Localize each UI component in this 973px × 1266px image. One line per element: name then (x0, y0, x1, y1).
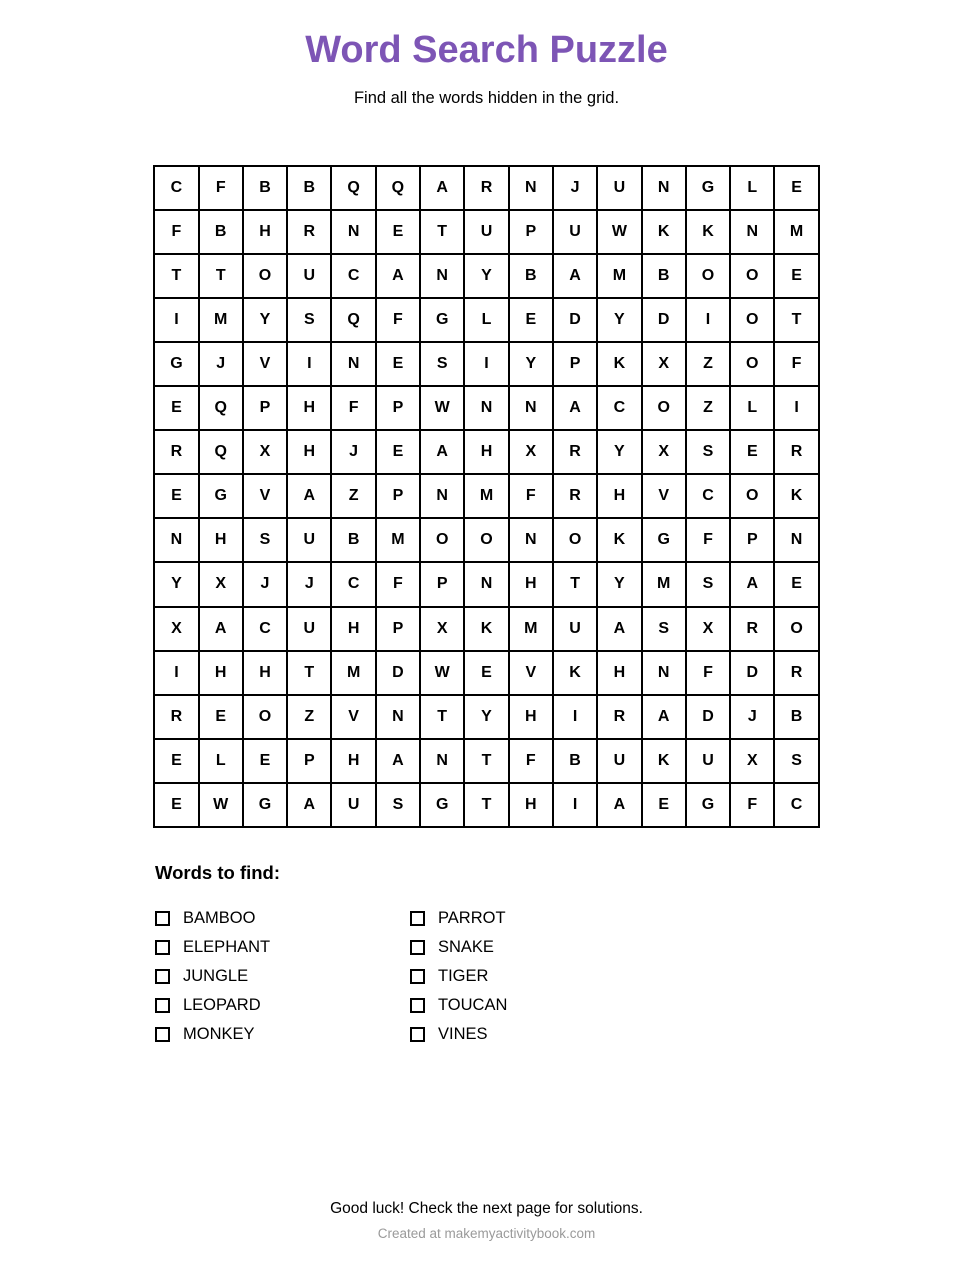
word-checkbox[interactable] (410, 969, 425, 984)
word-list-item (155, 1025, 410, 1044)
grid-cell: R (774, 430, 818, 474)
grid-cell: N (154, 518, 198, 562)
grid-cell: S (686, 562, 730, 606)
grid-cell: H (509, 562, 553, 606)
grid-cell: W (199, 783, 243, 827)
word-checkbox[interactable] (410, 1027, 425, 1042)
grid-cell: O (730, 474, 774, 518)
grid-cell: A (420, 430, 464, 474)
grid-cell: K (597, 518, 641, 562)
grid-cell: O (420, 518, 464, 562)
grid-cell: U (597, 166, 641, 210)
word-checkbox[interactable] (155, 940, 170, 955)
grid-cell: O (686, 254, 730, 298)
grid-cell: I (553, 695, 597, 739)
grid-cell: Q (331, 166, 375, 210)
grid-cell: A (553, 386, 597, 430)
words-list (155, 904, 973, 1049)
grid-cell: S (420, 342, 464, 386)
grid-cell: O (774, 607, 818, 651)
grid-cell: I (553, 783, 597, 827)
grid-cell: N (464, 386, 508, 430)
grid-cell: R (154, 430, 198, 474)
grid-cell: F (509, 474, 553, 518)
grid-cell: N (331, 342, 375, 386)
grid-cell: N (642, 651, 686, 695)
word-list-item (410, 909, 973, 928)
page-subtitle: Find all the words hidden in the grid. (353, 88, 620, 107)
grid-cell: H (331, 607, 375, 651)
grid-cell: N (642, 166, 686, 210)
grid-cell: A (376, 739, 420, 783)
grid-cell: E (154, 386, 198, 430)
grid-cell: X (686, 607, 730, 651)
grid-cell: I (154, 298, 198, 342)
grid-cell: D (553, 298, 597, 342)
grid-cell: E (509, 298, 553, 342)
grid-row (154, 166, 818, 210)
grid-cell: N (420, 739, 464, 783)
word-list-item (155, 967, 410, 986)
grid-cell: U (553, 607, 597, 651)
grid-cell: N (376, 695, 420, 739)
grid-cell: F (730, 783, 774, 827)
grid-cell: E (154, 739, 198, 783)
grid-cell: Y (154, 562, 198, 606)
grid-cell: P (243, 386, 287, 430)
grid-cell: H (597, 651, 641, 695)
footer-good-luck-text: Good luck! Check the next page for solutions. (330, 1200, 643, 1217)
grid-cell: H (199, 651, 243, 695)
word-list-item (410, 967, 973, 986)
grid-cell: A (597, 783, 641, 827)
grid-cell: T (420, 210, 464, 254)
grid-cell: P (730, 518, 774, 562)
grid-cell: C (597, 386, 641, 430)
grid-cell: S (376, 783, 420, 827)
grid-cell: E (376, 210, 420, 254)
grid-cell: J (331, 430, 375, 474)
grid-cell: T (553, 562, 597, 606)
grid-cell: J (287, 562, 331, 606)
word-label: SNAKE (438, 938, 494, 956)
grid-cell: R (774, 651, 818, 695)
grid-cell: U (287, 607, 331, 651)
grid-row (154, 210, 818, 254)
grid-cell: Y (509, 342, 553, 386)
grid-row (154, 695, 818, 739)
grid-cell: A (376, 254, 420, 298)
grid-cell: Y (597, 298, 641, 342)
grid-cell: R (287, 210, 331, 254)
grid-cell: O (642, 386, 686, 430)
grid-cell: V (509, 651, 553, 695)
grid-cell: H (287, 430, 331, 474)
grid-cell: F (686, 518, 730, 562)
grid-cell: H (243, 651, 287, 695)
grid-cell: X (243, 430, 287, 474)
grid-row (154, 518, 818, 562)
grid-cell: J (243, 562, 287, 606)
grid-cell: O (730, 254, 774, 298)
grid-cell: Y (597, 430, 641, 474)
word-list-item (410, 1025, 973, 1044)
grid-cell: I (287, 342, 331, 386)
grid-cell: C (331, 254, 375, 298)
grid-cell: U (597, 739, 641, 783)
grid-cell: P (376, 386, 420, 430)
grid-cell: S (774, 739, 818, 783)
grid-cell: G (686, 166, 730, 210)
grid-cell: K (464, 607, 508, 651)
grid-cell: R (464, 166, 508, 210)
grid-cell: D (642, 298, 686, 342)
grid-cell: B (243, 166, 287, 210)
grid-cell: F (774, 342, 818, 386)
word-label: LEOPARD (183, 996, 261, 1014)
word-list-item (155, 938, 410, 957)
grid-cell: R (553, 430, 597, 474)
grid-cell: B (642, 254, 686, 298)
grid-cell: D (686, 695, 730, 739)
grid-row (154, 298, 818, 342)
grid-cell: W (420, 651, 464, 695)
grid-cell: M (376, 518, 420, 562)
word-list-item (410, 996, 973, 1015)
word-label: TIGER (438, 967, 489, 985)
footer-credit-text: Created at makemyactivitybook.com (377, 1226, 596, 1241)
grid-cell: G (154, 342, 198, 386)
grid-cell: R (154, 695, 198, 739)
grid-cell: Q (331, 298, 375, 342)
grid-row (154, 342, 818, 386)
grid-cell: I (154, 651, 198, 695)
grid-cell: M (199, 298, 243, 342)
grid-cell: K (686, 210, 730, 254)
grid-cell: Q (199, 430, 243, 474)
grid-cell: O (553, 518, 597, 562)
grid-row (154, 739, 818, 783)
word-checkbox[interactable] (410, 998, 425, 1013)
word-search-grid (153, 165, 819, 828)
grid-cell: B (774, 695, 818, 739)
word-label: VINES (438, 1025, 488, 1043)
grid-cell: K (774, 474, 818, 518)
grid-cell: E (154, 783, 198, 827)
grid-cell: L (730, 166, 774, 210)
word-label: JUNGLE (183, 967, 249, 985)
grid-cell: E (642, 783, 686, 827)
grid-cell: U (686, 739, 730, 783)
grid-cell: U (287, 254, 331, 298)
grid-cell: X (199, 562, 243, 606)
grid-row (154, 562, 818, 606)
grid-cell: D (730, 651, 774, 695)
grid-cell: U (287, 518, 331, 562)
grid-row (154, 783, 818, 827)
grid-cell: U (553, 210, 597, 254)
grid-cell: Q (199, 386, 243, 430)
grid-cell: A (730, 562, 774, 606)
grid-row (154, 386, 818, 430)
grid-cell: K (553, 651, 597, 695)
grid-row (154, 651, 818, 695)
grid-cell: J (730, 695, 774, 739)
word-list-item (155, 996, 410, 1015)
grid-cell: P (376, 607, 420, 651)
grid-cell: N (509, 386, 553, 430)
grid-cell: X (154, 607, 198, 651)
grid-cell: C (154, 166, 198, 210)
grid-cell: M (597, 254, 641, 298)
grid-cell: S (287, 298, 331, 342)
grid-cell: J (553, 166, 597, 210)
word-label: TOUCAN (438, 996, 508, 1014)
grid-cell: X (509, 430, 553, 474)
grid-cell: G (420, 783, 464, 827)
grid-cell: D (376, 651, 420, 695)
word-label: MONKEY (183, 1025, 255, 1043)
grid-cell: O (464, 518, 508, 562)
grid-cell: A (553, 254, 597, 298)
words-to-find-heading: Words to find: (155, 862, 281, 883)
grid-cell: N (331, 210, 375, 254)
grid-cell: B (509, 254, 553, 298)
grid-cell: T (420, 695, 464, 739)
grid-cell: E (243, 739, 287, 783)
grid-cell: O (243, 695, 287, 739)
grid-cell: Y (243, 298, 287, 342)
grid-cell: G (686, 783, 730, 827)
grid-cell: B (553, 739, 597, 783)
grid-cell: S (243, 518, 287, 562)
grid-cell: Y (464, 254, 508, 298)
grid-cell: T (774, 298, 818, 342)
grid-cell: C (774, 783, 818, 827)
grid-cell: E (774, 254, 818, 298)
grid-cell: U (464, 210, 508, 254)
grid-cell: O (730, 342, 774, 386)
grid-cell: F (686, 651, 730, 695)
grid-cell: Y (464, 695, 508, 739)
grid-cell: B (287, 166, 331, 210)
grid-cell: K (597, 342, 641, 386)
grid-cell: H (199, 518, 243, 562)
grid-cell: F (331, 386, 375, 430)
grid-cell: A (642, 695, 686, 739)
grid-cell: E (774, 562, 818, 606)
grid-cell: M (509, 607, 553, 651)
grid-cell: N (420, 474, 464, 518)
page-title: Word Search Puzzle (305, 29, 668, 71)
grid-cell: H (509, 783, 553, 827)
grid-cell: P (287, 739, 331, 783)
grid-cell: H (243, 210, 287, 254)
grid-cell: G (243, 783, 287, 827)
grid-cell: M (642, 562, 686, 606)
grid-row (154, 474, 818, 518)
grid-cell: F (509, 739, 553, 783)
grid-cell: N (464, 562, 508, 606)
grid-cell: H (597, 474, 641, 518)
grid-cell: Y (597, 562, 641, 606)
grid-cell: N (730, 210, 774, 254)
grid-cell: V (243, 342, 287, 386)
grid-cell: M (331, 651, 375, 695)
grid-cell: P (553, 342, 597, 386)
grid-cell: A (287, 783, 331, 827)
grid-cell: V (642, 474, 686, 518)
word-checkbox[interactable] (155, 1027, 170, 1042)
grid-cell: I (464, 342, 508, 386)
grid-cell: X (642, 342, 686, 386)
grid-cell: E (464, 651, 508, 695)
grid-cell: U (331, 783, 375, 827)
grid-cell: P (509, 210, 553, 254)
word-list-item (155, 909, 410, 928)
grid-cell: S (686, 430, 730, 474)
grid-cell: E (376, 430, 420, 474)
grid-cell: R (553, 474, 597, 518)
grid-cell: F (199, 166, 243, 210)
grid-cell: H (331, 739, 375, 783)
grid-cell: G (199, 474, 243, 518)
grid-cell: L (464, 298, 508, 342)
grid-cell: V (331, 695, 375, 739)
grid-cell: G (642, 518, 686, 562)
grid-cell: Z (331, 474, 375, 518)
grid-cell: H (287, 386, 331, 430)
grid-cell: F (376, 298, 420, 342)
grid-cell: M (464, 474, 508, 518)
word-label: BAMBOO (183, 909, 256, 927)
grid-cell: Q (376, 166, 420, 210)
grid-cell: O (243, 254, 287, 298)
grid-cell: O (730, 298, 774, 342)
grid-cell: T (464, 783, 508, 827)
grid-cell: C (243, 607, 287, 651)
grid-cell: C (331, 562, 375, 606)
grid-cell: S (642, 607, 686, 651)
grid-cell: Z (686, 386, 730, 430)
grid-cell: H (464, 430, 508, 474)
grid-cell: G (420, 298, 464, 342)
grid-cell: N (774, 518, 818, 562)
word-checkbox[interactable] (155, 911, 170, 926)
grid-cell: Z (686, 342, 730, 386)
grid-cell: Z (287, 695, 331, 739)
grid-row (154, 254, 818, 298)
grid-cell: F (376, 562, 420, 606)
grid-cell: T (199, 254, 243, 298)
grid-cell: X (642, 430, 686, 474)
grid-cell: R (730, 607, 774, 651)
grid-cell: C (686, 474, 730, 518)
grid-row (154, 607, 818, 651)
grid-cell: T (287, 651, 331, 695)
grid-cell: I (686, 298, 730, 342)
grid-cell: K (642, 210, 686, 254)
grid-cell: L (730, 386, 774, 430)
word-checkbox[interactable] (410, 911, 425, 926)
word-checkbox[interactable] (155, 969, 170, 984)
grid-cell: E (154, 474, 198, 518)
grid-cell: J (199, 342, 243, 386)
grid-cell: R (597, 695, 641, 739)
grid-cell: H (509, 695, 553, 739)
grid-cell: A (597, 607, 641, 651)
grid-cell: B (199, 210, 243, 254)
grid-cell: E (730, 430, 774, 474)
grid-cell: L (199, 739, 243, 783)
grid-cell: F (154, 210, 198, 254)
grid-cell: I (774, 386, 818, 430)
grid-cell: X (420, 607, 464, 651)
grid-cell: P (420, 562, 464, 606)
grid-cell: B (331, 518, 375, 562)
word-label: PARROT (438, 909, 506, 927)
grid-cell: V (243, 474, 287, 518)
grid-cell: E (774, 166, 818, 210)
grid-cell: N (509, 518, 553, 562)
grid-row (154, 430, 818, 474)
grid-cell: X (730, 739, 774, 783)
grid-cell: A (420, 166, 464, 210)
grid-cell: E (199, 695, 243, 739)
grid-cell: A (287, 474, 331, 518)
grid-cell: N (509, 166, 553, 210)
grid-cell: T (154, 254, 198, 298)
word-checkbox[interactable] (410, 940, 425, 955)
word-checkbox[interactable] (155, 998, 170, 1013)
grid-cell: M (774, 210, 818, 254)
grid-cell: W (420, 386, 464, 430)
word-list-item (410, 938, 973, 957)
grid-cell: A (199, 607, 243, 651)
grid-cell: K (642, 739, 686, 783)
grid-cell: W (597, 210, 641, 254)
grid-cell: N (420, 254, 464, 298)
grid-cell: E (376, 342, 420, 386)
grid-cell: P (376, 474, 420, 518)
grid-cell: T (464, 739, 508, 783)
word-label: ELEPHANT (183, 938, 271, 956)
